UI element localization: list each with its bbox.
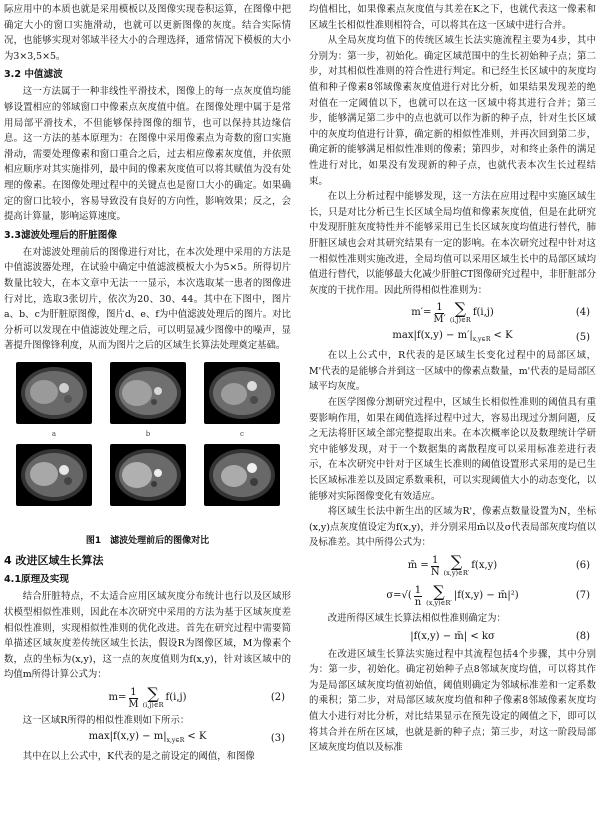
- paragraph: 在以上分析过程中能够发现，这一方法在应用过程中实施区域生长，只是对比分析已生长区域全局均值和像素灰度值，但是在此研究中发现肝脏灰度特性并不能够采用已生长区域灰度均值进行替代，肺肝脏区域也会对其研究结果有一定的影响。在本次研究过程中针对这一相似性准则实施改进，全局均值可以采用区域生长中的局部区域均值进行替代，以能够最大化减少肝脏CT图像研究过程中，非肝脏部分灰度的干扰作用。因此所得相似性准则为：: [309, 191, 596, 296]
- paragraph: 在改进区域生长算法实施过程中其流程包括4个步骤，其中分别为：第一步，初始化。确定初始种子点8邻域灰度均值，可以将其作为是局部区域灰度均值初始值，阈值则确定为邻域标准差和一定系数的乘积；第二步，对局部区域灰度均值和种子像素8邻域像素灰度均值大小进行对比分析，对比结果显示在预先设定的阈值之下，即可以将其合并在所在区域，也就是新的种子点；第三步，对这一阶段局部区域灰度均值以及标准: [309, 648, 596, 754]
- paragraph: 这一区域R所得的相似性准则如下所示：: [22, 715, 190, 727]
- equation-7: σ=√( $\frac{1}{n}$ ∑ (x,y)∈R′ |f(x,y) − m̄|²) (7): [386, 582, 590, 608]
- figure-1: [4, 360, 291, 530]
- paragraph: 其中在以上公式中，K代表的是之前设定的阈值，和图像: [22, 750, 255, 762]
- equation-number: (6): [575, 560, 590, 572]
- paragraph: 在医学图像分割研究过程中，区域生长相似性准则的阈值具有重要影响作用，如果在阈值选择过程中过大，容易出现过分割问题，反之无法将肝区域全部完整提取出来。在本次概率论以及数理统计学研究中能够发现，对于一个数据集的离散程度可以采用标准差进行表示，在本次研究中针对于区域生长准则的阈值设置形式采用的是已生长区域标准差以及固定系数乘积，可以实现阈值大小的动态变化，以能够对实际图像变化有效适应。: [309, 397, 596, 502]
- equation-2: m= $\frac{1}{M}$ ∑ (i,j)∈R f(i,j) (2): [108, 684, 285, 710]
- chapter-heading-4: 4 改进区域生长算法: [4, 554, 104, 568]
- equation-number: (7): [575, 590, 590, 602]
- paragraph: 在对滤波处理前后的图像进行对比，在本次处理中采用的方法是中值滤波器处理，在试验中确定中值滤波模板大小为5×5。所得切片数量比较大，在本文章中无法一一显示，本次选取某一患者的图像进行对比，选取3张切片，依次为20、30、44。其中在下图中，图片a、b、c为肝脏原图像，图片d、e、f为中值滤波处理后的图片。对比分析可以发现在中值滤波处理之后，可以明显减少图像中的噪声，显著提升图像锋利度，从而为图片之后的区域生长算法处理奠定基础。: [4, 246, 291, 352]
- equation-number: (5): [575, 332, 590, 344]
- equation-number: (8): [575, 630, 590, 642]
- equation-number: (4): [575, 307, 590, 319]
- figure-label-b: b: [145, 429, 151, 438]
- ct-image-f: [204, 444, 280, 506]
- paragraph: 这一方法属于一种非线性平滑技术，图像上的每一点灰度值均能够设置相应的邻域窗口中像素点灰度值中值。在图像处理中属于是常用局部平滑技术，不但能够保持图像的细节，也可以保持其边缘信息。这一方法的基本原理为：在图像中采用像素点为奇数的窗口实施滑动，需要处理像素和窗口重合之后，过去相应像素灰度值，并依照相应顺序对其实施排列，最中间的像素灰度值可以将其赋值为没有处理的像素。在图像处理过程中的关键点也是窗口大小的确定。如果确定的窗口比较小，容易导致没有良好的方向性，影响效果；反之，会提高计算量，影响运算速度。: [4, 86, 291, 223]
- equation-3: $\max|f(x,y) - m|_{x,y\in R} < K$ (3): [4, 729, 291, 749]
- left-column: [4, 2, 291, 764]
- paragraph: 际应用中的本质也就是采用模板以及图像实现卷积运算，在图像中把确定大小的窗口实施滑动，也就可以更新图像的灰度。结合实际情况，也能够实现对邻域半径大小的合理选择，通常情况下模板的大小为3×3,5×5。: [4, 4, 291, 62]
- section-heading-3-2: 3.2 中值滤波: [4, 69, 63, 81]
- paragraph: 改进所得区域生长算法相似性准则确定为：: [327, 613, 506, 624]
- ct-image-d: [16, 444, 92, 506]
- paragraph: 均值相比，如果像素点灰度值与其差在K之下，也就代表这一像素和区域生长相似性准则相符合，可以将其在这一区域中进行合并。: [309, 4, 596, 31]
- equation-5: $\max|f(x,y) - m'|_{x,y\in R} < K$ (5): [309, 328, 596, 348]
- figure-label-c: c: [240, 429, 244, 438]
- ct-image-a: [16, 362, 92, 424]
- paragraph: 从全局灰度均值下的传统区域生长法实施流程主要为4步，其中分别为：第一步，初始化。确定区域范围中的生长初始种子点；第二步，对其相似性准则的符合性进行判定。和已经生长区域中的灰度均值和种子像素8邻域像素灰度值进行对比分析，如果结果发现差的绝对值在一定阈值以下，也就可以在这一区域中将其进行合并；第三步，能够满足第二步中的点也就可以作为新的种子点，针对生长区域中的灰度均值进行计算，确定新的相似性准则，并再次回到第二步，确定新的能够满足相似性准则的像素；第四步，对和终止条件的满足性进行对比，如果没有发现新的种子点，也就代表本次生长过程结束。: [309, 35, 596, 187]
- right-column: [309, 2, 596, 756]
- equation-8: |f(x,y) − m̄| < kσ (8): [309, 627, 596, 647]
- equation-6: m̄ = $\frac{1}{N}$ ∑ (x,y)∈R′ f(x,y) (6): [407, 552, 590, 578]
- paragraph: 在以上公式中，R代表的是区域生长变化过程中的局部区域，M'代表的是能够合并到这一区域中的像素点数量，m'代表的是局部区域平均灰度。: [309, 350, 596, 393]
- section-heading-3-3: 3.3滤波处理后的肝脏图像: [4, 229, 117, 241]
- section-heading-4-1: 4.1原理及实现: [4, 574, 69, 586]
- equation-4: m′= $\frac{1}{M'}$ ∑ (i,j)∈R f(i,j) (4): [411, 299, 590, 325]
- ct-image-e: [110, 444, 186, 506]
- figure-caption: 图1 滤波处理前后的图像对比: [85, 535, 210, 546]
- paragraph: 将区域生长法中新生出的区域为R'，像素点数量设置为N，坐标(x,y)点灰度值设定为f(x,y)，并分别采用m̄以及σ代表局部灰度均值以及标准差。其中所得公式为：: [309, 506, 596, 549]
- figure-label-a: a: [51, 429, 57, 438]
- ct-image-c: [204, 362, 280, 424]
- equation-number: (2): [270, 692, 285, 704]
- paragraph: 结合肝脏特点，不太适合应用区域灰度分布统计也行以及区域形状模型相似性准则，因此在本次研究中采用的方法为基于区域灰度差相似性准则，实现相似性准则的优化改进。首先在研究过程中需要简单描述区域灰度差传统区域生长法，假设R为图像区域，M为像素个数，点的坐标为(x,y)，这一点的灰度值则为f(x,y)，针对该区域中的均值m所得计算公式为：: [4, 591, 291, 681]
- ct-image-b: [110, 362, 186, 424]
- equation-number: (3): [270, 732, 285, 744]
